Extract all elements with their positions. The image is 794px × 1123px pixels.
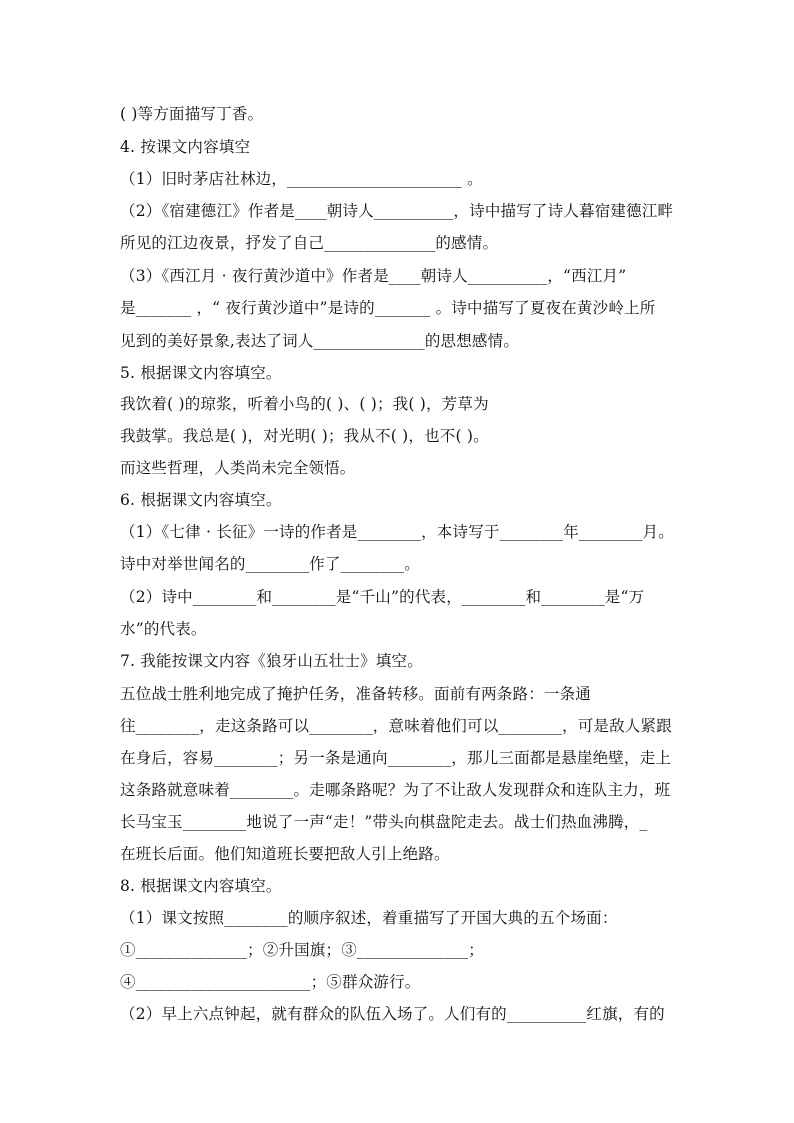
text-line: 诗中对举世闻名的________作了________。	[120, 555, 420, 573]
text-line: （2）早上六点钟起，就有群众的队伍入场了。人们有的__________红旗，有的	[120, 1005, 665, 1023]
text-line: 在身后，容易________；另一条是通向________，那儿三面都是悬崖绝壁，走上	[120, 749, 672, 767]
text-line: 我饮着( )的琼浆，听着小鸟的( )、( )；我( )，芳草为	[120, 395, 489, 413]
text-line: 而这些哲理，人类尚未完全领悟。	[120, 459, 356, 477]
text-line: （1）《七律 · 长征》一诗的作者是________，本诗写于________年________月。	[120, 523, 674, 541]
question-heading: 5. 根据课文内容填空。	[120, 364, 282, 382]
text-line: 在班长后面。他们知道班长要把敌人引上绝路。	[120, 845, 450, 863]
question-heading: 4. 按课文内容填空	[120, 138, 251, 156]
text-line: （1）旧时茅店社林边，______________________ 。	[120, 170, 483, 188]
text-line: 长马宝玉________地说了一声“走！”带头向棋盘陀走去。战士们热血沸腾，_	[120, 813, 648, 831]
text-line: ④______________________；⑤群众游行。	[120, 973, 421, 991]
text-line: 水”的代表。	[120, 620, 207, 638]
text-line: 我鼓掌。我总是( )，对光明( )；我从不( )，也不( )。	[120, 427, 489, 445]
text-line: 见到的美好景象,表达了词人______________的思想感情。	[120, 332, 520, 350]
text-line: 往________，走这条路可以________，意味着他们可以________，可是敌人紧跟	[120, 717, 672, 735]
text-line: 这条路就意味着________。走哪条路呢？为了不让敌人发现群众和连队主力，班	[120, 781, 671, 799]
text-line: 五位战士胜利地完成了掩护任务，准备转移。面前有两条路：一条通	[120, 685, 592, 703]
text-line: 是_______ ，“ 夜行黄沙道中”是诗的_______ 。诗中描写了夏夜在黄沙岭上所	[120, 299, 656, 317]
text-line: （2）《宿建德江》作者是____朝诗人__________，诗中描写了诗人暮宿建德江畔	[120, 202, 674, 220]
text-line: （2）诗中________和________是“千山”的代表，________和________是“万	[120, 588, 645, 606]
question-heading: 8. 根据课文内容填空。	[120, 877, 282, 895]
text-line: ( )等方面描写丁香。	[120, 105, 264, 123]
text-line: （3）《西江月 · 夜行黄沙道中》作者是____朝诗人__________，“西江月”	[120, 267, 627, 285]
question-heading: 6. 根据课文内容填空。	[120, 491, 282, 509]
text-line: 所见的江边夜景，抒发了自己______________的感情。	[120, 234, 499, 252]
question-heading: 7. 我能按课文内容《狼牙山五壮士》填空。	[120, 652, 423, 670]
text-line: （1）课文按照________的顺序叙述，着重描写了开国大典的五个场面：	[120, 909, 618, 927]
text-line: ①______________；②升国旗；③______________；	[120, 941, 484, 959]
